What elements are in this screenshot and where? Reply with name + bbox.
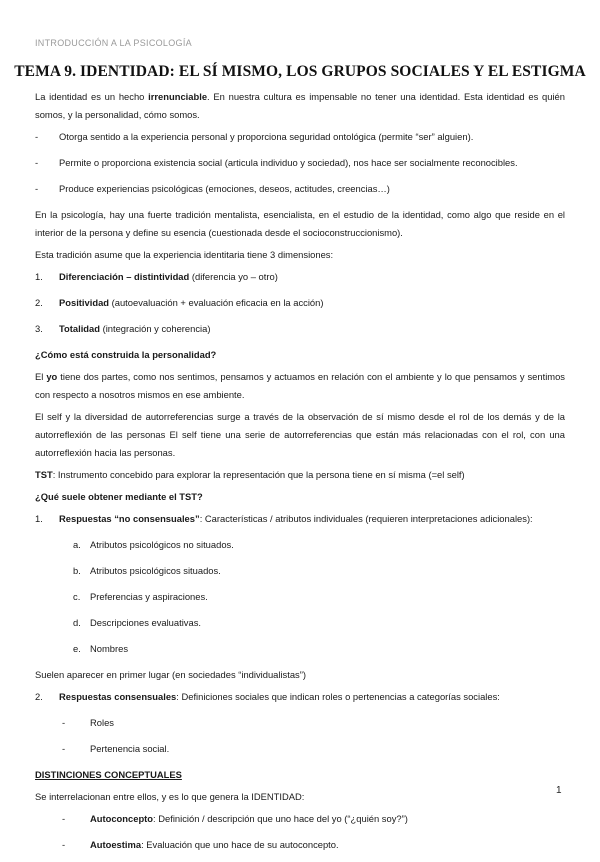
paragraph-yo: El yo tiene dos partes, como nos sentimos, pensamos y actuamos en relación con el ambiente y lo que pensamos y sentimos con respecto a nosotros mismos en ese ambiente. [35,371,565,400]
page-title: TEMA 9. IDENTIDAD: EL SÍ MISMO, LOS GRUPOS SOCIALES Y EL ESTIGMA [14,63,586,80]
list-item: 1. Diferenciación – distintividad (diferencia yo – otro) [35,271,278,282]
list-item: 2. Positividad (autoevaluación + evaluación eficacia en la acción) [35,297,324,308]
list-item: e. Nombres [73,643,129,654]
paragraph-tst: TST: Instrumento concebido para explorar la representación que la persona tiene en sí misma (=el self) [35,469,465,480]
list-item: - Autoconcepto: Definición / descripción que uno hace del yo (“¿quién soy?”) [62,813,408,824]
list-item: d. Descripciones evaluativas. [73,617,201,628]
page-number: 1 [556,785,562,796]
list-item: - Produce experiencias psicológicas (emociones, deseos, actitudes, creencias…) [35,183,390,194]
paragraph-psicologia: En la psicología, hay una fuerte tradición mentalista, esencialista, en el estudio de la identidad, como algo que reside en el interior de la persona y define su esencia (cuestionada desde el socioconstruccionismo). [35,209,565,238]
list-item: a. Atributos psicológicos no situados. [73,539,234,550]
paragraph-suelen: Suelen aparecer en primer lugar (en sociedades “individualistas”) [35,669,306,680]
running-header: INTRODUCCIÓN A LA PSICOLOGÍA [35,38,192,48]
list-item: - Permite o proporciona existencia social (articula individuo y sociedad), nos hace ser socialmente reconocibles. [35,157,518,168]
list-item: - Otorga sentido a la experiencia personal y proporciona seguridad ontológica (permite “ser” alguien). [35,131,474,142]
list-item: b. Atributos psicológicos situados. [73,565,221,576]
list-item: c. Preferencias y aspiraciones. [73,591,208,602]
list-item: 3. Totalidad (integración y coherencia) [35,323,211,334]
section-heading: DISTINCIONES CONCEPTUALES [35,769,182,780]
paragraph-self: El self y la diversidad de autorreferencias surge a través de la observación de sí mismo desde el rol de los demás y de la autorreflexión de las personas El self tiene una serie de autorreferencias que están más relacionadas con el rol, con una autorreflexión hacia las personas. [35,411,565,458]
list-item: - Roles [62,717,114,728]
list-item: - Autoestima: Evaluación que uno hace de su autoconcepto. [62,839,339,850]
paragraph-tradicion: Esta tradición asume que la experiencia identitaria tiene 3 dimensiones: [35,249,334,260]
document-body [35,88,565,862]
list-item: 2. Respuestas consensuales: Definiciones sociales que indican roles o pertenencias a categorías sociales: [35,691,500,702]
paragraph-interrelacionan: Se interrelacionan entre ellos, y es lo que genera la IDENTIDAD: [35,791,305,802]
section-question: ¿Qué suele obtener mediante el TST? [35,491,203,502]
list-item: - Pertenencia social. [62,743,170,754]
list-item: 1. Respuestas “no consensuales”: Características / atributos individuales (requieren interpretaciones adicionales): [35,513,533,524]
intro-paragraph: La identidad es un hecho irrenunciable. En nuestra cultura es impensable no tener una identidad. Esta identidad es quién somos, y la personalidad, cómo somos. [35,91,565,120]
section-question: ¿Cómo está construida la personalidad? [35,349,217,360]
